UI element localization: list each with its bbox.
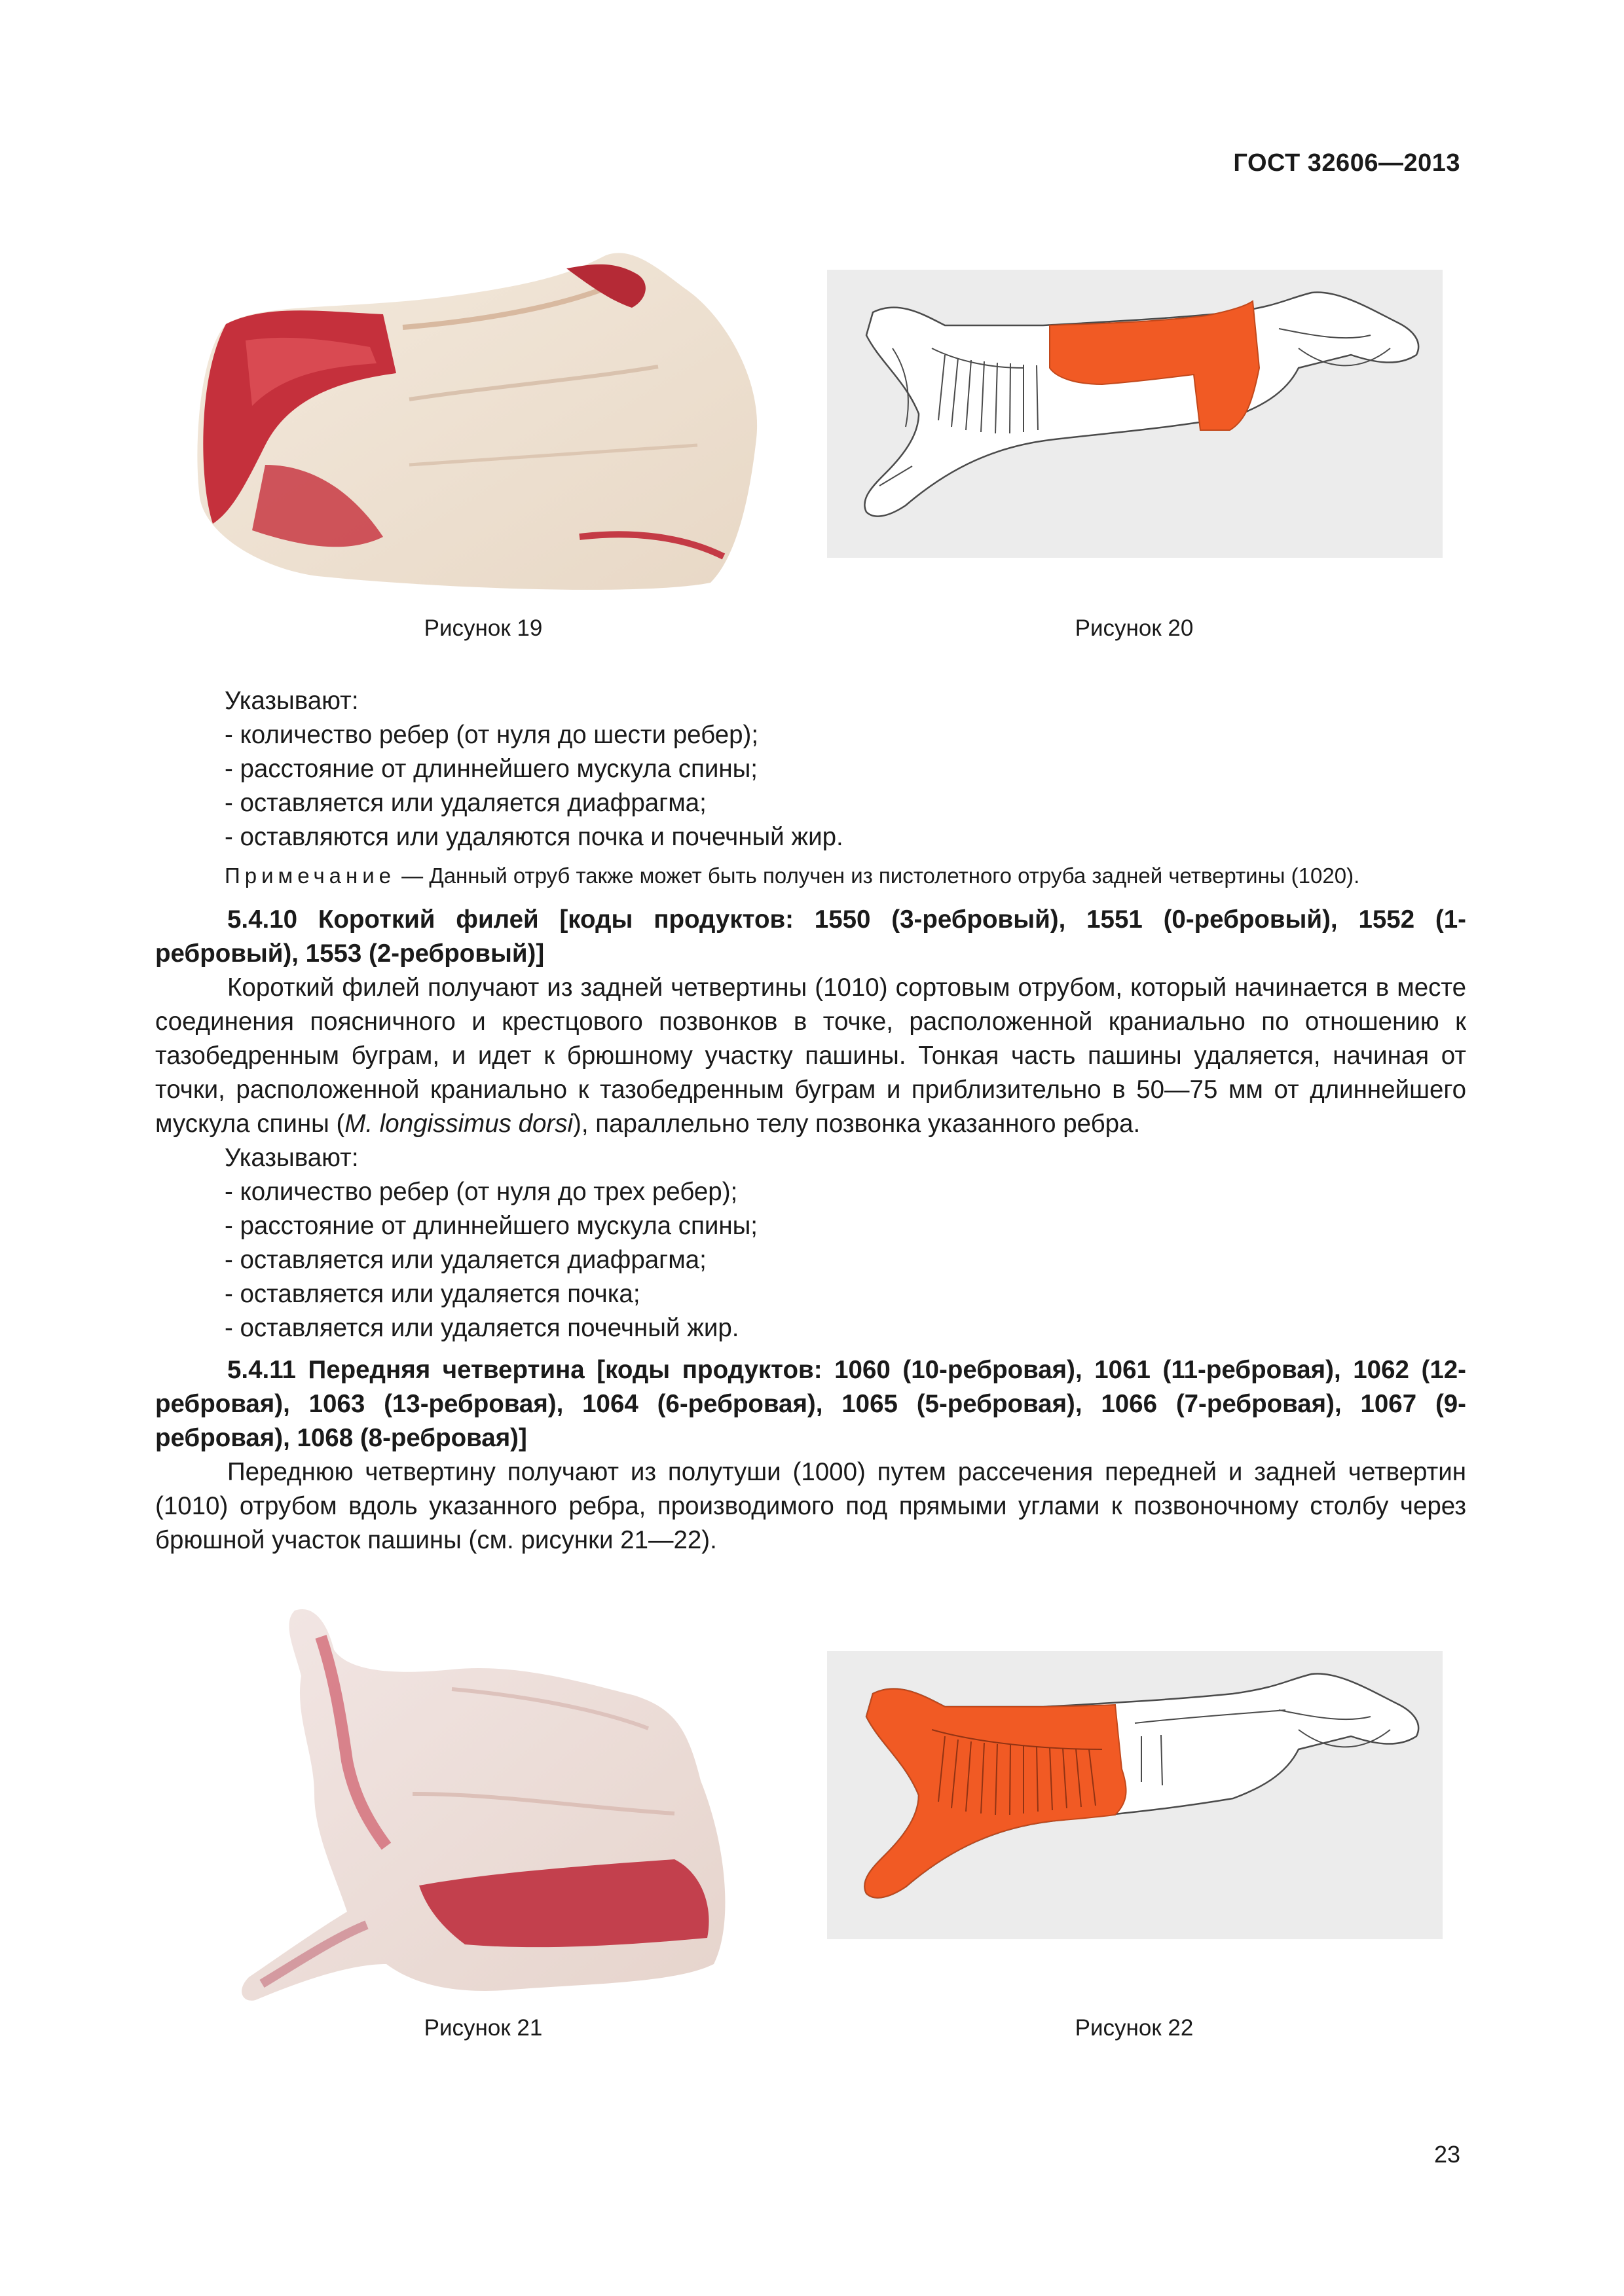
figure-21-caption: Рисунок 21 [424, 2015, 543, 2041]
filet-item: - оставляется или удаляется диафрагма; [225, 1246, 707, 1274]
filet-item: - оставляется или удаляется почка; [225, 1280, 640, 1308]
section-heading-5-4-11: 5.4.11 Передняя четвертина [коды продуктов: 1060 (10-ребровая), 1061 (11-ребровая), 1062 (12-ребровая), 1063 (13-ребровая), 1064 (6-ребровая), 1065 (5-ребровая), 1066 (7-ребровая), 1067 (9-ребровая), 1068 (8-ребровая)] [155, 1356, 1466, 1452]
figure-21 [216, 1597, 753, 2003]
section-heading-5-4-10: 5.4.10 Короткий филей [коды продуктов: 1550 (3-ребровый), 1551 (0-ребровый), 1552 (1-ребровый), 1553 (2-ребровый)] [155, 905, 1466, 968]
figure-22 [827, 1651, 1443, 1939]
body-text: Короткий филей получают из задней четвертины (1010) сортовым отрубом, который начинается в месте соединения поясничного и крестцового позвонков в точке, расположенной краниально по отношению к тазобедренным буграм, и идет к брюшному участку пашины. Тонкая часть пашины удаляется, начиная от точки, расположенной краниально к тазобедренным буграм и приблизительно в 50—75 мм от длиннейшего мускула спины ( [155, 974, 1466, 1138]
filet-item: - оставляется или удаляется почечный жир. [225, 1314, 739, 1342]
filet-item: - расстояние от длиннейшего мускула спины; [225, 1212, 758, 1240]
page-number: 23 [1433, 2141, 1460, 2168]
figure-20 [827, 270, 1443, 558]
carcass-diagram-icon [827, 270, 1443, 558]
document-header: ГОСТ 32606—2013 [1233, 149, 1460, 177]
figure-19 [187, 249, 776, 615]
figure-19-caption: Рисунок 19 [424, 615, 543, 641]
prev-item: - расстояние от длиннейшего мускула спины; [225, 755, 758, 783]
body-text: ), параллельно телу позвонка указанного ребра. [573, 1110, 1141, 1138]
filet-intro: Указывают: [225, 1144, 359, 1172]
figure-20-caption: Рисунок 20 [1075, 615, 1194, 641]
prev-item: - количество ребер (от нуля до шести ребер); [225, 721, 759, 749]
prev-intro: Указывают: [225, 687, 359, 715]
note-label: Примечание [225, 864, 396, 888]
section-body-5-4-10 [155, 971, 1466, 1141]
prev-item: - оставляются или удаляются почка и почечный жир. [225, 823, 843, 851]
forequarter-photo-icon [216, 1597, 753, 2003]
main-text [155, 684, 1466, 1558]
beef-cut-photo-icon [187, 249, 776, 615]
note [155, 861, 1466, 891]
carcass-diagram-icon [827, 1651, 1443, 1939]
prev-item: - оставляется или удаляется диафрагма; [225, 789, 707, 817]
section-body-5-4-11: Переднюю четвертину получают из полутуши (1000) путем рассечения передней и задней четвертин (1010) отрубом вдоль указанного ребра, производимого под прямыми углами к позвоночному столбу через брюшной участок пашины (см. рисунки 21—22). [155, 1458, 1466, 1554]
note-text: — Данный отруб также может быть получен из пистолетного отруба задней четвертины (1020). [396, 864, 1360, 888]
figure-22-caption: Рисунок 22 [1075, 2015, 1194, 2041]
latin-term: M. longissimus dorsi [344, 1110, 574, 1138]
filet-item: - количество ребер (от нуля до трех ребер); [225, 1178, 738, 1206]
